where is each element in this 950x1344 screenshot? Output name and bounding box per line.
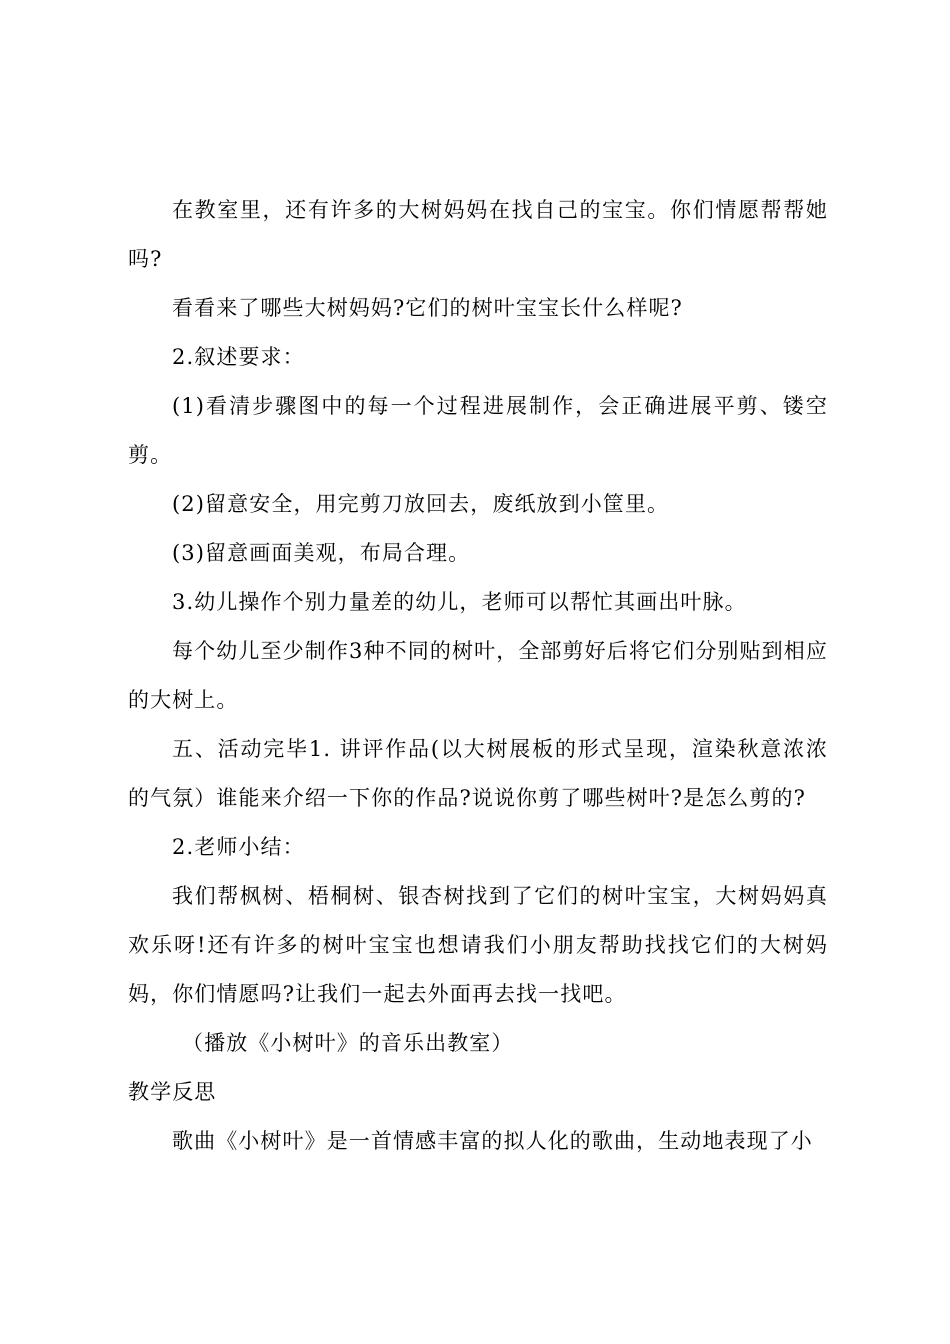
document-body — [128, 186, 828, 1166]
paragraph-look-mothers: 看看来了哪些大树妈妈?它们的树叶宝宝长什么样呢? — [172, 296, 683, 320]
paragraph-play-music: （播放《小树叶》的音乐出教室） — [182, 1031, 514, 1055]
paragraph-requirement-1: (1)看清步骤图中的每一个过程进展制作，会正确进展平剪、镂空剪。 — [128, 394, 828, 467]
paragraph-teacher-summary-heading: 2.老师小结： — [172, 835, 305, 859]
paragraph-find-mothers: 在教室里，还有许多的大树妈妈在找自己的宝宝。你们情愿帮帮她吗? — [128, 198, 828, 271]
paragraph-activity-end: 五、活动完毕1. 讲评作品(以大树展板的形式呈现，渲染秋意浓浓的气氛）谁能来介绍一下你的作品?说说你剪了哪些树叶?是怎么剪的? — [128, 737, 828, 810]
paragraph-teacher-summary: 我们帮枫树、梧桐树、银杏树找到了它们的树叶宝宝，大树妈妈真欢乐呀!还有许多的树叶宝宝也想请我们小朋友帮助找找它们的大树妈妈，你们情愿吗?让我们一起去外面再去找一找吧。 — [128, 884, 828, 1006]
paragraph-song-reflection: 歌曲《小树叶》是一首情感丰富的拟人化的歌曲，生动地表现了小 — [172, 1129, 813, 1153]
paragraph-three-leaves: 每个幼儿至少制作3种不同的树叶，全部剪好后将它们分别贴到相应的大树上。 — [128, 639, 828, 712]
paragraph-requirement-2: (2)留意安全，用完剪刀放回去，废纸放到小筐里。 — [172, 492, 670, 516]
paragraph-children-operate: 3.幼儿操作个别力量差的幼儿，老师可以帮忙其画出叶脉。 — [172, 590, 747, 614]
paragraph-requirements-heading: 2.叙述要求： — [172, 345, 305, 369]
paragraph-requirement-3: (3)留意画面美观，布局合理。 — [172, 541, 471, 565]
section-heading-teaching-reflection: 教学反思 — [128, 1080, 217, 1104]
